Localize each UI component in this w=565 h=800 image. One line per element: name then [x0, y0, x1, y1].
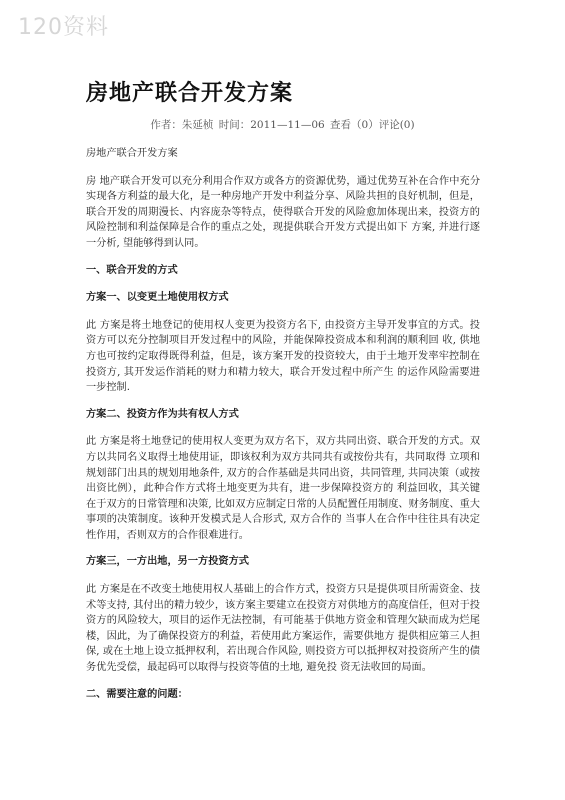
document-body	[86, 146, 480, 714]
watermark: 120资料	[18, 15, 109, 40]
plan-2-heading: 方案二、投资方作为共有权人方式	[86, 407, 239, 420]
section-2-heading: 二、需要注意的问题：	[86, 687, 188, 700]
plan-1-heading: 方案一、以变更土地使用权方式	[86, 291, 229, 304]
plan-3-paragraph: 此 方案是在不改变土地使用权人基础上的合作方式，投资方只是提供项目所需资金、技术等支持, 其付出的精力较少，该方案主要建立在投资方对供地方的高度信任，但对于投资方的风险较大，项目的运作无法控制，有可能基于供地方资金和管理欠缺而成为烂尾楼，因此，为了确保投资方的利益，若使用此方案运作，需要供地方 提供相应第三人担保, 或在土地上设立抵押权利，若出现合作风险, 则投资方可以抵押权对投资所产生的债务优先受偿，最起码可以取得与投资等值的土地, 避免投 资无法收回的局面。	[86, 584, 480, 674]
section-1-heading: 一、联合开发的方式	[86, 263, 178, 276]
body-subtitle: 房地产联合开发方案	[86, 148, 178, 159]
plan-2-paragraph: 此 方案是将土地登记的使用权人变更为双方名下，双方共同出资、联合开发的方式。双方以共同名义取得土地使用证，即该权利为双方共同共有或按份共有，共同取得 立项和规划部门出具的规划用地条件, 双方的合作基础是共同出资，共同管理, 共同决策（或按出资比例），此种合作方式将土地变更为共有，进一步保障投资方的 利益回收，其关键在于双方的日常管理和决策, 比如双方应制定日常的人员配置任用制度、财务制度、重大事项的决策制度。该种开发模式是人合形式, 双方合作的 当事人在合作中往往具有决定性作用，否则双方的合作很难进行。	[86, 436, 480, 541]
intro-paragraph: 房 地产联合开发可以充分利用合作双方或各方的资源优势，通过优势互补在合作中充分实现各方利益的最大化，是一种房地产开发中利益分享、风险共担的良好机制，但是，联合开发的周期漫长、内容庞杂等特点，使得联合开发的风险愈加体现出来，投资方的风险控制和利益保障是合作的重点之处，现提供联合开发方式提出如下 方案, 并进行逐一分析, 望能够得到认同。	[86, 175, 480, 249]
plan-1-paragraph: 此 方案是将土地登记的使用权人变更为投资方名下, 由投资方主导开发事宜的方式。投资方可以充分控制项目开发过程中的风险，并能保障投资成本和利润的顺利回 收, 供地方也可按约定取得既得利益，但是，该方案开发的投资较大，由于土地开发率牢控制在投资方, 其开发运作消耗的财力和精力较大，联合开发过程中所产生 的运作风险需要进一步控制.	[86, 319, 480, 394]
document-title: 房地产联合开发方案	[86, 80, 294, 106]
plan-3-heading: 方案三，一方出地，另一方投资方式	[86, 555, 249, 568]
article-meta: 作者：朱延桢 时间：2011—11—06 查看（0）评论(0)	[150, 119, 415, 131]
